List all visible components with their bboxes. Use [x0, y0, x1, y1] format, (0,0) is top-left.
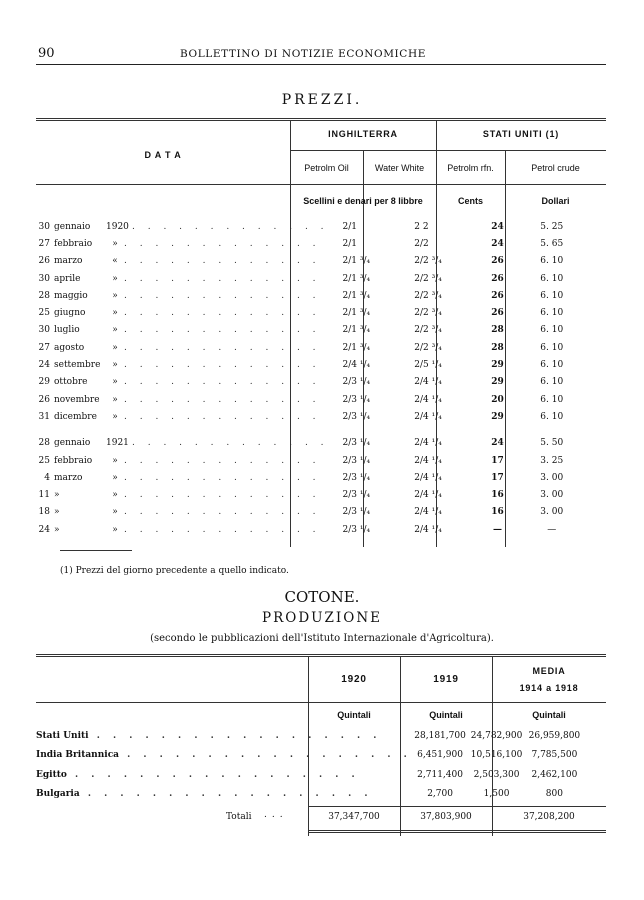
date-day: 26 — [38, 394, 50, 405]
date-cell — [36, 322, 329, 339]
unit-quintali-2: Quintali — [429, 710, 463, 720]
petrol-crude-value: 6. 10 — [540, 308, 564, 319]
totals-rule — [308, 806, 606, 807]
leader-dots: . . . . . . . . . . . . . — [124, 524, 321, 535]
petrol-crude-value: 5. 65 — [540, 238, 564, 249]
price-row — [36, 435, 580, 452]
date-cell — [36, 339, 329, 356]
prezzi-title: PREZZI. — [281, 92, 363, 108]
petrolm-rfn-value: 17 — [491, 472, 504, 483]
group-inghilterra: INGHILTERRA — [328, 129, 398, 139]
date-year: 1920 — [106, 221, 129, 232]
price-row — [36, 218, 580, 235]
leader-dots: . . . . . . . . . . . . . — [124, 507, 321, 518]
total-media: 37,208,200 — [523, 812, 575, 822]
date-day: 24 — [38, 524, 50, 535]
totals-dots: ... — [264, 810, 288, 820]
petrolm-oil-value: 2/1 ³/₄ — [342, 273, 371, 284]
date-cell — [36, 253, 329, 270]
total-1919: 37,803,900 — [420, 812, 472, 822]
leader-dots: . . . . . . . . . . . . . . . . . . — [88, 730, 382, 741]
date-year: 1921 — [106, 438, 129, 449]
price-row — [36, 486, 580, 503]
produzione-subtitle: PRODUZIONE — [262, 610, 382, 626]
col-petrolm-rfn: Petrolm rfn. — [447, 163, 494, 173]
value-1919: 24,782,900 — [470, 730, 523, 741]
footnote: (1) Prezzi del giorno precedente a quello indicato. — [60, 566, 289, 576]
date-month: » — [54, 490, 60, 501]
price-row — [36, 322, 580, 339]
price-row — [36, 287, 580, 304]
unit-scellini: Scellini e denari per 8 libbre — [303, 196, 423, 206]
water-white-value: 2/4 ¹/₄ — [414, 438, 442, 449]
date-cell — [36, 235, 329, 252]
water-white-value: 2/2 ³/₄ — [414, 325, 442, 336]
price-row — [36, 339, 580, 356]
production-row — [36, 765, 584, 785]
date-day: 25 — [38, 455, 50, 466]
leader-dots: . . . . . . . . . . . . . — [124, 411, 321, 422]
date-month: marzo — [54, 472, 83, 483]
date-day: 27 — [38, 342, 50, 353]
water-white-value: 2 2 — [414, 221, 429, 232]
date-ditto: » — [112, 290, 118, 301]
date-cell — [36, 356, 329, 373]
date-cell — [36, 270, 329, 287]
date-cell — [36, 521, 329, 538]
col-water-white: Water White — [374, 163, 425, 173]
petrolm-oil-value: 2/1 ³/₄ — [342, 290, 371, 301]
running-title: BOLLETTINO DI NOTIZIE ECONOMICHE — [180, 48, 426, 60]
prod-table — [36, 726, 584, 804]
leader-dots: . . . . . . . . . . . . . — [124, 290, 321, 301]
date-ditto: » — [112, 308, 118, 319]
date-day: 28 — [38, 290, 50, 301]
data-column-label: D A T A — [144, 150, 182, 160]
date-ditto: » — [112, 455, 118, 466]
date-month: ottobre — [54, 377, 88, 388]
date-cell — [36, 304, 329, 321]
date-month: marzo — [54, 256, 83, 267]
header-bottom-rule — [36, 184, 606, 185]
petrol-crude-value: 5. 25 — [540, 221, 564, 232]
water-white-value: 2/2 ³/₄ — [414, 342, 442, 353]
footnote-rule — [60, 550, 132, 551]
value-1920: 28,181,700 — [414, 730, 466, 741]
petrolm-rfn-value: 24 — [491, 438, 504, 449]
leader-dots: . . . . . . . . . . . . . . . . . . — [119, 750, 412, 761]
leader-dots: . . . . . . . . . . . . . — [132, 438, 329, 449]
date-ditto: » — [112, 342, 118, 353]
water-white-value: 2/4 ¹/₄ — [414, 472, 442, 483]
value-1920: 6,451,900 — [417, 750, 463, 761]
date-ditto: » — [112, 238, 118, 249]
date-ditto: » — [112, 325, 118, 336]
petrolm-oil-value: 2/1 ³/₄ — [342, 256, 371, 267]
country-cell — [36, 726, 412, 746]
date-ditto: » — [112, 524, 118, 535]
petrolm-oil-value: 2/3 ¹/₄ — [342, 411, 371, 422]
petrolm-oil-value: 2/4 ¹/₄ — [342, 360, 371, 371]
totals-label: Totali — [226, 812, 252, 822]
price-row — [36, 253, 580, 270]
petrolm-oil-value: 2/3 ¹/₄ — [342, 394, 371, 405]
leader-dots: . . . . . . . . . . . . . — [124, 455, 321, 466]
date-month: febbraio — [54, 238, 93, 249]
leader-dots: . . . . . . . . . . . . . — [124, 490, 321, 501]
water-white-value: 2/2 ³/₄ — [414, 256, 442, 267]
date-cell — [36, 452, 329, 469]
col-petrolm-oil: Petrolm Oil — [304, 163, 349, 173]
petrolm-rfn-value: 20 — [491, 394, 504, 405]
date-cell — [36, 391, 329, 408]
unit-quintali-3: Quintali — [532, 710, 566, 720]
leader-dots: . . . . . . . . . . . . . — [124, 308, 321, 319]
date-ditto: » — [112, 377, 118, 388]
unit-quintali-1: Quintali — [337, 710, 371, 720]
production-row — [36, 746, 584, 766]
date-cell — [36, 287, 329, 304]
price-row — [36, 304, 580, 321]
petrolm-oil-value: 2/3 ¹/₄ — [342, 524, 371, 535]
petrol-crude-value: 3. 25 — [540, 455, 564, 466]
col-media: MEDIA — [532, 666, 566, 676]
date-month: maggio — [54, 290, 88, 301]
water-white-value: 2/2 ³/₄ — [414, 290, 442, 301]
petrolm-oil-value: 2/1 ³/₄ — [342, 325, 371, 336]
price-row — [36, 235, 580, 252]
date-month: gennaio — [54, 221, 91, 232]
date-month: aprile — [54, 273, 81, 284]
date-day: 28 — [38, 438, 50, 449]
price-row — [36, 391, 580, 408]
petrolm-rfn-value: 26 — [491, 273, 504, 284]
leader-dots: . . . . . . . . . . . . . — [124, 394, 321, 405]
date-ditto: « — [112, 256, 118, 267]
date-cell — [36, 218, 329, 235]
petrol-crude-value: 3. 00 — [540, 490, 564, 501]
date-day: 27 — [38, 238, 50, 249]
leader-dots: . . . . . . . . . . . . . — [124, 342, 321, 353]
date-month: » — [54, 524, 60, 535]
water-white-value: 2/4 ¹/₄ — [414, 394, 442, 405]
production-row — [36, 785, 584, 805]
date-day: 4 — [44, 472, 50, 483]
date-cell — [36, 486, 329, 503]
water-white-value: 2/2 — [414, 238, 429, 249]
date-month: agosto — [54, 342, 85, 353]
leader-dots: . . . . . . . . . . . . . — [124, 238, 321, 249]
col-1920: 1920 — [341, 674, 367, 685]
value-1919: 10,516,100 — [470, 750, 523, 761]
price-row — [36, 408, 580, 425]
totals-bottom-rule — [308, 830, 606, 833]
price-row — [36, 469, 580, 486]
petrolm-rfn-value: 17 — [491, 455, 504, 466]
price-row — [36, 504, 580, 521]
date-day: 31 — [38, 411, 50, 422]
value-media: 2,462,100 — [531, 769, 578, 780]
date-month: settembre — [54, 360, 101, 371]
leader-dots: . . . . . . . . . . . . . . . . . . — [66, 769, 360, 780]
petrol-crude-value: 3. 00 — [540, 507, 564, 518]
date-day: 26 — [38, 256, 50, 267]
petrolm-oil-value: 2/3 ¹/₄ — [342, 377, 371, 388]
date-cell — [36, 374, 329, 391]
petrolm-rfn-value: 16 — [491, 490, 504, 501]
date-day: 29 — [38, 377, 50, 388]
date-ditto: » — [112, 472, 118, 483]
date-ditto: » — [112, 394, 118, 405]
petrolm-oil-value: 2/3 ¹/₄ — [342, 438, 371, 449]
value-media: 800 — [545, 789, 563, 800]
water-white-value: 2/4 ¹/₄ — [414, 507, 442, 518]
water-white-value: 2/5 ¹/₄ — [414, 360, 442, 371]
petrolm-oil-value: 2/3 ¹/₄ — [342, 507, 371, 518]
country-name: India Britannica — [36, 750, 120, 761]
date-cell — [36, 469, 329, 486]
date-month: dicembre — [54, 411, 97, 422]
petrol-crude-value: 6. 10 — [540, 377, 564, 388]
value-1919: 1,500 — [483, 789, 510, 800]
petrol-crude-value: 6. 10 — [540, 325, 564, 336]
country-name: Egitto — [36, 769, 67, 780]
date-month: luglio — [54, 325, 80, 336]
prod-top-rule — [36, 654, 606, 657]
group-rule — [290, 150, 606, 151]
date-month: » — [54, 507, 60, 518]
petrolm-oil-value: 2/1 ³/₄ — [342, 342, 371, 353]
col-media-years: 1914 a 1918 — [519, 683, 579, 693]
water-white-value: 2/4 ¹/₄ — [414, 411, 442, 422]
country-cell — [36, 785, 412, 805]
petrol-crude-value: 6. 10 — [540, 290, 564, 301]
leader-dots: . . . . . . . . . . . . . — [132, 221, 329, 232]
leader-dots: . . . . . . . . . . . . . — [124, 256, 321, 267]
date-day: 25 — [38, 308, 50, 319]
date-day: 30 — [38, 221, 50, 232]
petrol-crude-value: — — [547, 524, 557, 535]
petrolm-rfn-value: 24 — [491, 221, 504, 232]
date-ditto: » — [112, 490, 118, 501]
date-day: 18 — [38, 507, 50, 518]
date-ditto: » — [112, 507, 118, 518]
page-number: 90 — [38, 46, 55, 61]
petrolm-oil-value: 2/1 — [342, 221, 358, 232]
prezzi-table — [36, 218, 580, 538]
date-cell — [36, 504, 329, 521]
date-month: novembre — [54, 394, 100, 405]
leader-dots: . . . . . . . . . . . . . — [124, 377, 321, 388]
petrolm-rfn-value: 29 — [491, 411, 504, 422]
date-day: 11 — [38, 490, 50, 501]
group-stati-uniti: STATI UNITI (1) — [482, 129, 560, 139]
petrolm-oil-value: 2/3 ¹/₄ — [342, 490, 371, 501]
unit-cents: Cents — [457, 196, 483, 206]
petrolm-rfn-value: 16 — [491, 507, 504, 518]
water-white-value: 2/4 ¹/₄ — [414, 455, 442, 466]
water-white-value: 2/2 ³/₄ — [414, 308, 442, 319]
petrol-crude-value: 3. 00 — [540, 472, 564, 483]
date-ditto: » — [112, 360, 118, 371]
value-media: 26,959,800 — [528, 730, 581, 741]
petrol-crude-value: 6. 10 — [540, 256, 564, 267]
petrolm-rfn-value: 28 — [491, 342, 504, 353]
water-white-value: 2/4 ¹/₄ — [414, 490, 442, 501]
date-month: febbraio — [54, 455, 93, 466]
country-cell — [36, 765, 412, 785]
petrol-crude-value: 6. 10 — [540, 342, 564, 353]
date-day: 30 — [38, 273, 50, 284]
production-row — [36, 726, 584, 746]
water-white-value: 2/4 ¹/₄ — [414, 524, 442, 535]
country-cell — [36, 746, 412, 766]
date-cell — [36, 408, 329, 425]
leader-dots: . . . . . . . . . . . . . — [124, 325, 321, 336]
water-white-value: 2/4 ¹/₄ — [414, 377, 442, 388]
col-petrol-crude: Petrol crude — [531, 163, 580, 173]
petrolm-rfn-value: 24 — [491, 238, 504, 249]
petrolm-rfn-value: 29 — [491, 360, 504, 371]
date-day: 30 — [38, 325, 50, 336]
total-1920: 37,347,700 — [328, 812, 380, 822]
year-gap — [36, 426, 580, 435]
date-ditto: » — [112, 411, 118, 422]
petrolm-oil-value: 2/3 ¹/₄ — [342, 455, 371, 466]
petrol-crude-value: 6. 10 — [540, 394, 564, 405]
petrolm-rfn-value: 29 — [491, 377, 504, 388]
date-day: 24 — [38, 360, 50, 371]
price-row — [36, 374, 580, 391]
price-row — [36, 356, 580, 373]
value-1919: 2,503,300 — [473, 769, 520, 780]
petrolm-rfn-value: 26 — [491, 256, 504, 267]
header-rule — [36, 64, 606, 65]
col-1919: 1919 — [433, 674, 459, 685]
petrolm-oil-value: 2/1 ³/₄ — [342, 308, 371, 319]
prezzi-top-rule — [36, 118, 606, 121]
prod-header-rule — [36, 702, 606, 703]
price-row — [36, 521, 580, 538]
country-name: Bulgaria — [36, 789, 80, 800]
leader-dots: . . . . . . . . . . . . . — [124, 360, 321, 371]
petrol-crude-value: 5. 50 — [540, 438, 564, 449]
petrolm-rfn-value: 28 — [491, 325, 504, 336]
value-1920: 2,711,400 — [417, 769, 463, 780]
country-name: Stati Uniti — [36, 730, 89, 741]
date-cell — [36, 435, 329, 452]
petrolm-oil-value: 2/3 ¹/₄ — [342, 472, 371, 483]
leader-dots: . . . . . . . . . . . . . — [124, 472, 321, 483]
petrol-crude-value: 6. 10 — [540, 360, 564, 371]
petrolm-rfn-value: — — [492, 524, 502, 535]
leader-dots: . . . . . . . . . . . . . — [124, 273, 321, 284]
unit-dollari: Dollari — [541, 196, 570, 206]
date-month: gennaio — [54, 438, 91, 449]
petrolm-oil-value: 2/1 — [342, 238, 358, 249]
leader-dots: . . . . . . . . . . . . . . . . . . — [79, 789, 373, 800]
price-row — [36, 452, 580, 469]
petrolm-rfn-value: 26 — [491, 290, 504, 301]
petrol-crude-value: 6. 10 — [540, 273, 564, 284]
petrol-crude-value: 6. 10 — [540, 411, 564, 422]
date-month: giugno — [54, 308, 86, 319]
date-ditto: » — [112, 273, 118, 284]
value-1920: 2,700 — [427, 789, 453, 800]
petrolm-rfn-value: 26 — [491, 308, 504, 319]
water-white-value: 2/2 ³/₄ — [414, 273, 442, 284]
value-media: 7,785,500 — [531, 750, 578, 761]
source-note: (secondo le pubblicazioni dell'Istituto Internazionale d'Agricoltura). — [150, 633, 494, 644]
price-row — [36, 270, 580, 287]
cotone-title: COTONE. — [284, 588, 360, 606]
